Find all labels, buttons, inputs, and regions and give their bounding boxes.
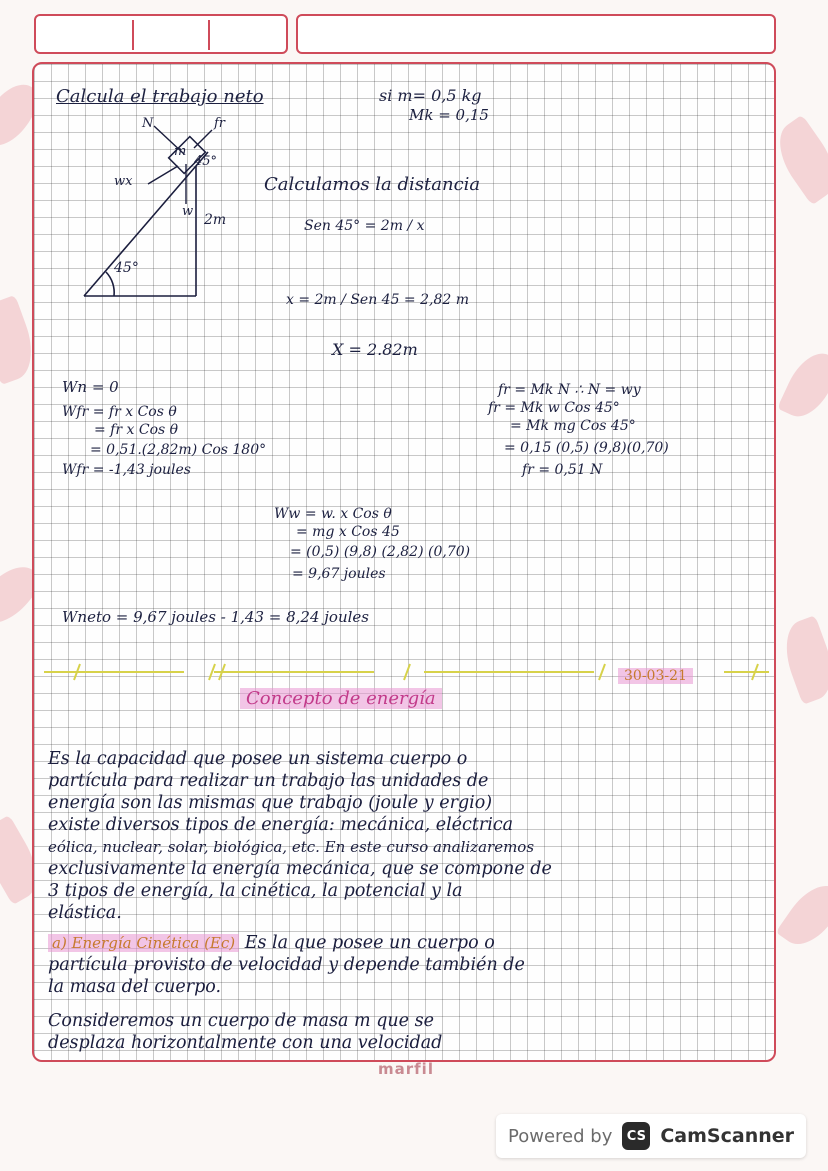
- height-label: 2m: [204, 212, 227, 228]
- angle-top-label: 45°: [194, 154, 218, 169]
- weight-work-line-1: Ww = w. x Cos θ: [274, 506, 392, 522]
- text-line: exclusivamente la energía mecánica, que se compone de: [48, 859, 552, 879]
- friction-line-3: = Mk mg Cos 45°: [510, 418, 636, 434]
- distance-line-2: x = 2m / Sen 45 = 2,82 m: [286, 292, 470, 308]
- distance-line-1: Sen 45° = 2m / x: [304, 218, 425, 234]
- text-line: elástica.: [48, 903, 122, 923]
- text-line: eólica, nuclear, solar, biológica, etc. En este curso analizaremos: [48, 838, 535, 856]
- given-friction-coef: Mk = 0,15: [409, 106, 489, 124]
- decor-leaf: [776, 875, 828, 955]
- incline-diagram: [74, 104, 274, 304]
- force-weight-label: w: [182, 204, 194, 219]
- subsection-label: a) Energía Cinética (Ec): [48, 934, 239, 952]
- text-line: partícula para realizar un trabajo las unidades de: [48, 771, 489, 791]
- force-normal-label: N: [142, 116, 154, 131]
- work-friction-line-2: = fr x Cos θ: [94, 422, 179, 438]
- notebook-page: [32, 62, 776, 1062]
- weight-work-result: = 9,67 joules: [292, 566, 386, 582]
- incline-triangle: [84, 152, 208, 296]
- distance-heading: Calculamos la distancia: [264, 174, 481, 195]
- section-title: Concepto de energía: [240, 688, 442, 709]
- camscanner-logo-icon: CS: [622, 1122, 650, 1150]
- text-line: desplaza horizontalmente con una velocidad: [48, 1033, 443, 1053]
- decor-leaf: [777, 345, 828, 425]
- text-line: Es la que posee un cuerpo o: [239, 933, 495, 953]
- camscanner-name: CamScanner: [660, 1125, 794, 1147]
- angle-label: 45°: [114, 260, 139, 276]
- text-line: energía son las mismas que trabajo (joule y ergio): [48, 793, 493, 813]
- friction-result: fr = 0,51 N: [522, 462, 603, 478]
- problem-title: Calcula el trabajo neto: [56, 86, 264, 107]
- text-line: 3 tipos de energía, la cinética, la potencial y la: [48, 881, 463, 901]
- force-friction-label: fr: [214, 116, 226, 131]
- entry-date: 30-03-21: [618, 668, 693, 684]
- notebook-brand: marfil: [378, 1060, 434, 1078]
- friction-line-4: = 0,15 (0,5) (9,8)(0,70): [504, 440, 669, 456]
- force-wx-label: wx: [114, 174, 133, 189]
- energy-definition: [48, 748, 760, 924]
- kinetic-energy-paragraph: [48, 932, 760, 998]
- kinetic-energy-intro: [48, 1010, 760, 1054]
- distance-result: X = 2.82m: [332, 340, 418, 359]
- mass-label: m: [174, 144, 187, 159]
- work-normal: Wn = 0: [62, 378, 119, 396]
- work-friction-line-1: Wfr = fr x Cos θ: [62, 404, 177, 420]
- powered-by-text: Powered by: [508, 1125, 613, 1147]
- work-friction-line-3: = 0,51.(2,82m) Cos 180°: [90, 442, 267, 458]
- notebook-header: [0, 14, 828, 58]
- text-line: Consideremos un cuerpo de masa m que se: [48, 1011, 434, 1031]
- weight-work-line-3: = (0,5) (9,8) (2,82) (0,70): [290, 544, 471, 560]
- text-line: partícula provisto de velocidad y depende también de: [48, 955, 525, 975]
- text-line: Es la capacidad que posee un sistema cuerpo o: [48, 749, 468, 769]
- text-line: existe diversos tipos de energía: mecánica, eléctrica: [48, 815, 514, 835]
- camscanner-badge: [496, 1114, 806, 1158]
- subject-box: [296, 14, 776, 54]
- decor-leaf: [776, 615, 828, 705]
- work-friction-result: Wfr = -1,43 joules: [62, 462, 191, 478]
- friction-line-2: fr = Mk w Cos 45°: [488, 400, 620, 416]
- given-mass: si m= 0,5 kg: [379, 86, 482, 105]
- date-box: [34, 14, 288, 54]
- text-line: la masa del cuerpo.: [48, 977, 222, 997]
- friction-line-1: fr = Mk N ∴ N = wy: [498, 382, 641, 398]
- weight-work-line-2: = mg x Cos 45: [296, 524, 400, 540]
- net-work: Wneto = 9,67 joules - 1,43 = 8,24 joules: [62, 608, 369, 626]
